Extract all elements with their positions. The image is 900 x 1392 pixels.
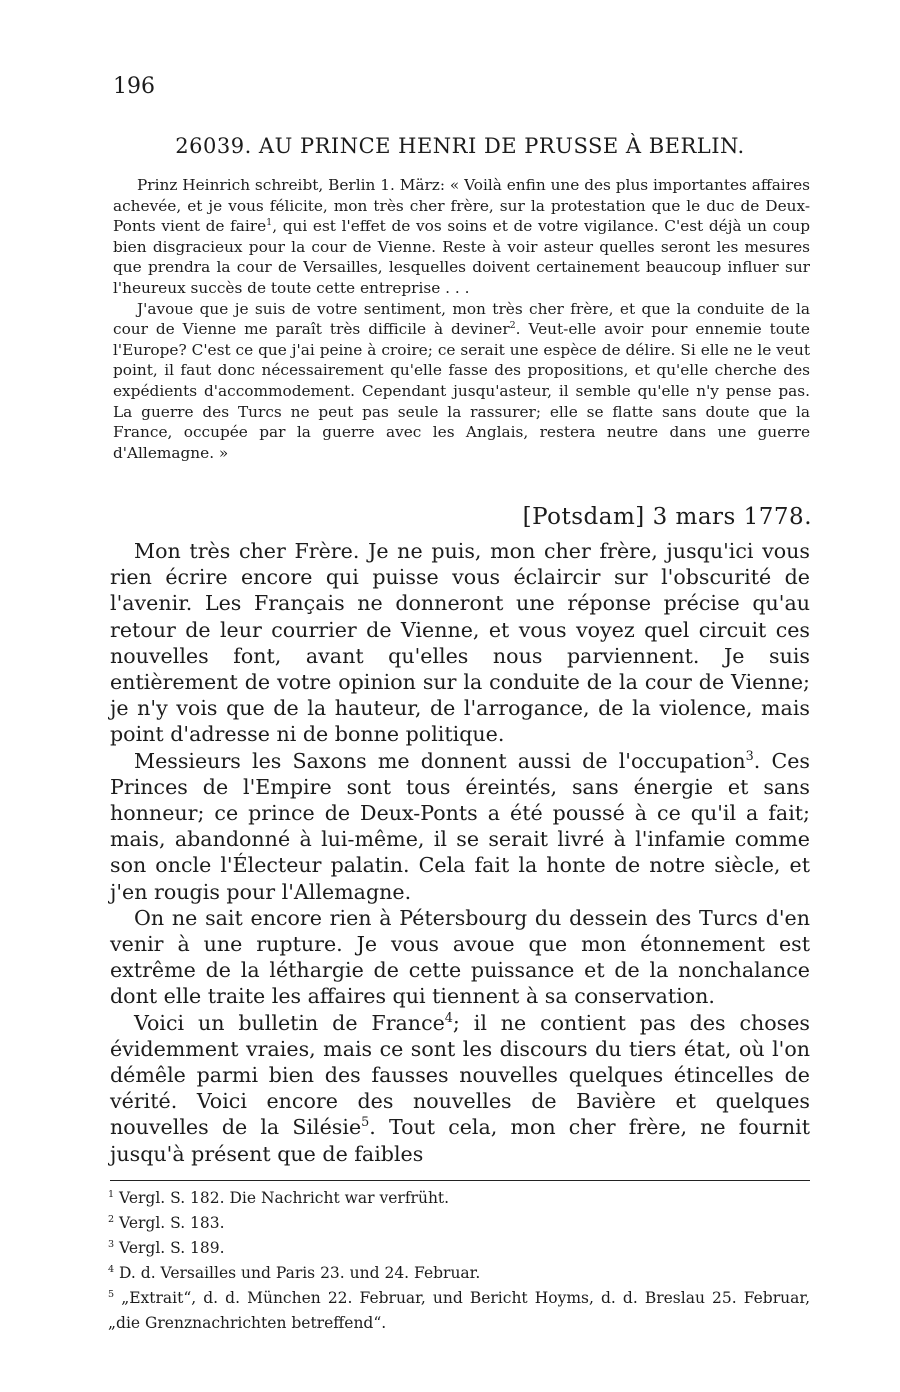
footnote-number: 2 — [108, 1213, 115, 1225]
body-paragraph — [110, 1010, 810, 1167]
footnote-number: 1 — [108, 1188, 115, 1200]
footnote-ref: 1 — [266, 217, 273, 229]
footnote — [108, 1261, 810, 1286]
footnote — [108, 1211, 810, 1236]
footnote — [108, 1186, 810, 1211]
summary-paragraph — [113, 299, 810, 464]
body-text: . Tout cela, mon cher frère, ne fournit jusqu'à présent que de faibles — [110, 1115, 810, 1166]
footnote — [108, 1236, 810, 1261]
footnote-text: Vergl. S. 189. — [119, 1239, 225, 1257]
footnote-text: Vergl. S. 183. — [119, 1214, 225, 1232]
dateline: [Potsdam] 3 mars 1778. — [522, 504, 812, 530]
footnote — [108, 1286, 810, 1336]
letter-body — [110, 538, 810, 1167]
footnote-text: Vergl. S. 182. Die Nachricht war verfrüht. — [119, 1189, 450, 1207]
body-paragraph: Mon très cher Frère. Je ne puis, mon cher frère, jusqu'ici vous rien écrire encore qui puisse vous éclaircir sur l'obscurité de l'avenir. Les Français ne donneront une réponse précise qu'au retour de leur courrier de Vienne, et vous voyez quel circuit ces nouvelles font, avant qu'elles nous parviennent. Je suis entièrement de votre opinion sur la conduite de la cour de Vienne; je n'y vois que de la hauteur, de l'arrogance, de la violence, mais point d'adresse ni de bonne politique. — [110, 539, 810, 747]
body-text: . Ces Princes de l'Empire sont tous éreintés, sans énergie et sans honneur; ce prince de Deux-Ponts a été poussé à ce qu'il a fait; mais, abandonné à lui-même, il se serait livré à l'infamie comme son oncle l'Électeur palatin. Cela fait la honte de notre siècle, et j'en rougis pour l'Allemagne. — [110, 748, 810, 904]
summary-paragraph — [113, 175, 810, 299]
body-paragraph — [110, 748, 810, 905]
page-number: 196 — [113, 74, 155, 99]
body-text: ; il ne contient pas des choses évidemment vraies, mais ce sont les discours du tiers état, où l'on démêle parmi bien des fausses nouvelles quelques étincelles de vérité. Voici encore des nouvelles de Bavière et quelques nouvelles de la Silésie — [110, 1010, 810, 1140]
letter-summary — [113, 175, 810, 463]
body-text: Voici un bulletin de France — [134, 1010, 445, 1035]
footnote-text: „Extrait“, d. d. München 22. Februar, und Bericht Hoyms, d. d. Breslau 25. Februar, „die Grenznachrichten betreffend“. — [108, 1289, 810, 1332]
footnote-number: 4 — [108, 1263, 115, 1275]
summary-text: Prinz Heinrich schreibt, Berlin 1. März: « Voilà enfin une des plus importantes affaires achevée, et je vous félicite, mon très cher frère, sur la protestation que le duc de Deux-Ponts vient de faire — [113, 176, 810, 236]
footnote-number: 3 — [108, 1238, 115, 1250]
body-paragraph: On ne sait encore rien à Pétersbourg du dessein des Turcs d'en venir à une rupture. Je vous avoue que mon étonnement est extrême de la léthargie de cette puissance et de la nonchalance dont elle traite les affaires qui tiennent à sa conservation. — [110, 905, 810, 1009]
footnote-ref: 4 — [444, 1010, 453, 1026]
summary-text: . Veut-elle avoir pour ennemie toute l'Europe? C'est ce que j'ai peine à croire; ce serait une espèce de délire. Si elle ne le veut point, il faut donc nécessairement qu'elle fasse des propositions, et qu'elle cherche des expédients d'accommodement. Cependant jusqu'asteur, il semble qu'elle n'y pense pas. La guerre des Turcs ne peut pas seule la rassurer; elle se flatte sans doute que la France, occupée par la guerre avec les Anglais, restera neutre dans une guerre d'Allemagne. » — [113, 320, 810, 462]
footnote-divider — [110, 1180, 810, 1181]
document-title: 26039. AU PRINCE HENRI DE PRUSSE À BERLIN. — [175, 134, 745, 158]
footnote-ref: 3 — [745, 748, 754, 764]
summary-text: J'avoue que je suis de votre sentiment, mon très cher frère, et que la conduite de la cour de Vienne me paraît très difficile à deviner — [113, 299, 810, 339]
footnote-ref: 5 — [361, 1115, 370, 1131]
footnote-ref: 2 — [509, 320, 516, 332]
summary-text: , qui est l'effet de vos soins et de votre vigilance. C'est déjà un coup bien disgracieux pour la cour de Vienne. Reste à voir asteur quelles seront les mesures que prendra la cour de Versailles, lesquelles doivent certainement beaucoup influer sur l'heureux succès de toute cette entreprise . . . — [113, 217, 810, 297]
body-text: Messieurs les Saxons me donnent aussi de l'occupation — [134, 748, 746, 773]
footnote-text: D. d. Versailles und Paris 23. und 24. Februar. — [119, 1264, 481, 1282]
footnotes — [108, 1186, 810, 1336]
footnote-number: 5 — [108, 1288, 115, 1300]
